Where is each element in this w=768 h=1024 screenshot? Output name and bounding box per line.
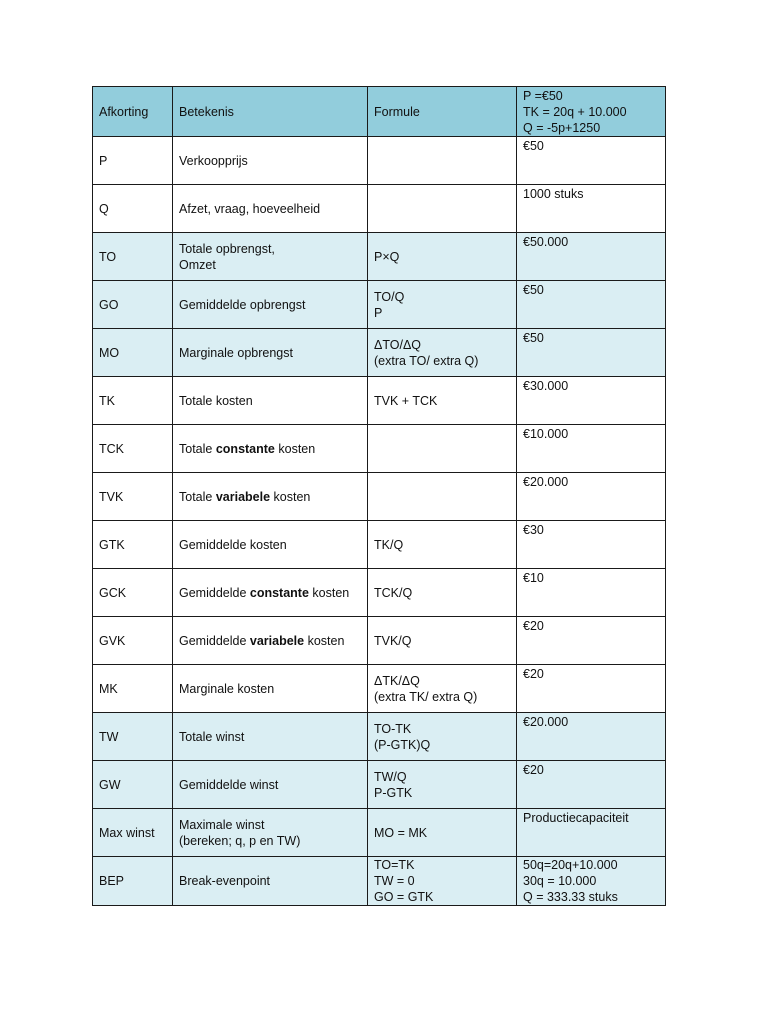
meaning-cell	[173, 377, 368, 425]
header-given-values	[517, 87, 666, 137]
formula-line: TK/Q	[374, 537, 404, 552]
formula-line: ΔTO/ΔQ	[374, 337, 422, 352]
value-line: €30.000	[523, 379, 569, 393]
formula-line: (P-GTK)Q	[374, 737, 431, 752]
meaning-line: Totale kosten	[179, 393, 253, 408]
formula-cell	[368, 521, 517, 569]
header-given-line: TK = 20q + 10.000	[523, 104, 627, 119]
abbreviation-cell: Q	[93, 185, 173, 233]
meaning-line	[179, 633, 361, 649]
value-line: €50	[523, 331, 544, 345]
meaning-cell	[173, 617, 368, 665]
meaning-cell	[173, 809, 368, 857]
formula-cell	[368, 809, 517, 857]
abbreviation-cell: MK	[93, 665, 173, 713]
table-row	[93, 521, 666, 569]
meaning-text: kosten	[308, 585, 350, 600]
value-cell	[517, 377, 666, 425]
value-cell	[517, 665, 666, 713]
value-cell	[517, 185, 666, 233]
abbreviation-cell: GVK	[93, 617, 173, 665]
abbreviation-cell: BEP	[93, 857, 173, 906]
meaning-line: Gemiddelde opbrengst	[179, 297, 306, 312]
value-line: €30	[523, 523, 544, 537]
formula-cell	[368, 761, 517, 809]
table-row	[93, 473, 666, 521]
formula-line: ΔTK/ΔQ	[374, 673, 420, 688]
table-row	[93, 713, 666, 761]
meaning-text: Totale	[179, 441, 216, 456]
value-line: €50	[523, 139, 544, 153]
table-row	[93, 809, 666, 857]
meaning-cell	[173, 281, 368, 329]
economics-table	[92, 86, 666, 906]
value-cell	[517, 809, 666, 857]
meaning-line: (bereken; q, p en TW)	[179, 833, 301, 848]
meaning-cell	[173, 233, 368, 281]
value-line: Q = 333.33 stuks	[523, 890, 618, 904]
meaning-cell	[173, 713, 368, 761]
value-cell	[517, 569, 666, 617]
table-row	[93, 233, 666, 281]
meaning-cell	[173, 569, 368, 617]
abbreviation-cell: TK	[93, 377, 173, 425]
value-cell	[517, 329, 666, 377]
value-line: €10.000	[523, 427, 569, 441]
meaning-text: Gemiddelde	[179, 633, 250, 648]
formula-line: (extra TO/ extra Q)	[374, 353, 479, 368]
abbreviation-cell: GW	[93, 761, 173, 809]
meaning-emphasis: constante	[215, 441, 275, 456]
table-row	[93, 281, 666, 329]
abbreviation-cell: Max winst	[93, 809, 173, 857]
meaning-line: Verkoopprijs	[179, 153, 248, 168]
value-cell	[517, 761, 666, 809]
formula-cell	[368, 233, 517, 281]
value-line: €20	[523, 667, 544, 681]
formula-line: TW/Q	[374, 769, 407, 784]
abbreviation-cell: TO	[93, 233, 173, 281]
abbreviation-cell: GTK	[93, 521, 173, 569]
meaning-line: Gemiddelde kosten	[179, 537, 287, 552]
value-line: €50.000	[523, 235, 569, 249]
meaning-emphasis: variabele	[215, 489, 271, 504]
table-row	[93, 377, 666, 425]
value-line: €20	[523, 619, 544, 633]
formula-line: TO=TK	[374, 858, 415, 872]
formula-cell	[368, 665, 517, 713]
table-row	[93, 569, 666, 617]
formula-line: TVK/Q	[374, 633, 412, 648]
value-line: €20	[523, 763, 544, 777]
meaning-text: kosten	[274, 441, 316, 456]
meaning-text: Gemiddelde	[179, 585, 250, 600]
value-cell	[517, 713, 666, 761]
value-line: 30q = 10.000	[523, 874, 597, 888]
value-cell	[517, 857, 666, 906]
meaning-text: kosten	[270, 489, 311, 504]
meaning-emphasis: constante	[249, 585, 309, 600]
meaning-cell	[173, 761, 368, 809]
header-row	[93, 87, 666, 137]
formula-cell	[368, 713, 517, 761]
meaning-text: Totale	[179, 489, 216, 504]
value-cell	[517, 617, 666, 665]
meaning-cell	[173, 137, 368, 185]
value-cell	[517, 137, 666, 185]
abbreviation-cell: GO	[93, 281, 173, 329]
value-line: €10	[523, 571, 544, 585]
formula-line: TO/Q	[374, 289, 405, 304]
table-row	[93, 665, 666, 713]
meaning-line: Omzet	[179, 257, 216, 272]
header-given-line: P =€50	[523, 88, 563, 103]
formula-cell	[368, 617, 517, 665]
formula-cell	[368, 137, 517, 185]
table-row	[93, 425, 666, 473]
formula-cell	[368, 473, 517, 521]
meaning-line: Break-evenpoint	[179, 874, 271, 888]
meaning-line: Totale winst	[179, 729, 245, 744]
header-abbreviation: Afkorting	[93, 87, 173, 137]
meaning-emphasis: variabele	[249, 633, 305, 648]
value-line: €20.000	[523, 475, 569, 489]
header-given-line: Q = -5p+1250	[523, 120, 601, 135]
meaning-line: Marginale kosten	[179, 681, 275, 696]
formula-cell	[368, 329, 517, 377]
meaning-cell	[173, 185, 368, 233]
formula-cell	[368, 857, 517, 906]
meaning-cell	[173, 665, 368, 713]
formula-line: P-GTK	[374, 785, 413, 800]
formula-cell	[368, 281, 517, 329]
value-cell	[517, 425, 666, 473]
value-line: 50q=20q+10.000	[523, 858, 618, 872]
formula-line: TO-TK	[374, 721, 412, 736]
table-row	[93, 185, 666, 233]
meaning-line: Gemiddelde winst	[179, 777, 279, 792]
abbreviation-cell: TCK	[93, 425, 173, 473]
meaning-line: Afzet, vraag, hoeveelheid	[179, 201, 321, 216]
meaning-cell	[173, 425, 368, 473]
formula-cell	[368, 425, 517, 473]
meaning-text: kosten	[304, 633, 345, 648]
value-cell	[517, 521, 666, 569]
meaning-cell	[173, 857, 368, 906]
value-line: €20.000	[523, 715, 569, 729]
formula-line: P×Q	[374, 249, 400, 264]
formula-line: TW = 0	[374, 874, 415, 888]
table-row	[93, 329, 666, 377]
meaning-line: Marginale opbrengst	[179, 345, 293, 360]
formula-line: (extra TK/ extra Q)	[374, 689, 478, 704]
value-line: Productiecapaciteit	[523, 811, 629, 825]
value-cell	[517, 473, 666, 521]
value-cell	[517, 233, 666, 281]
value-line: €50	[523, 283, 544, 297]
table-row	[93, 137, 666, 185]
formula-line: TVK + TCK	[374, 393, 438, 408]
abbreviation-cell: TW	[93, 713, 173, 761]
formula-cell	[368, 569, 517, 617]
abbreviation-cell: TVK	[93, 473, 173, 521]
meaning-line: Totale opbrengst,	[179, 241, 275, 256]
formula-line: MO = MK	[374, 825, 428, 840]
table-body	[93, 87, 666, 906]
header-formula: Formule	[368, 87, 517, 137]
formula-line: P	[374, 305, 383, 320]
meaning-cell	[173, 473, 368, 521]
value-cell	[517, 281, 666, 329]
header-meaning: Betekenis	[173, 87, 368, 137]
value-line: 1000 stuks	[523, 187, 584, 201]
table-row	[93, 761, 666, 809]
meaning-line	[179, 489, 361, 505]
meaning-cell	[173, 521, 368, 569]
meaning-line: Maximale winst	[179, 817, 265, 832]
formula-line: GO = GTK	[374, 890, 434, 904]
meaning-cell	[173, 329, 368, 377]
formula-cell	[368, 185, 517, 233]
meaning-line	[179, 585, 361, 601]
meaning-line	[179, 441, 361, 457]
formula-cell	[368, 377, 517, 425]
abbreviation-cell: P	[93, 137, 173, 185]
table-row	[93, 617, 666, 665]
formula-line: TCK/Q	[374, 585, 413, 600]
abbreviation-cell: GCK	[93, 569, 173, 617]
abbreviation-cell: MO	[93, 329, 173, 377]
table-row	[93, 857, 666, 906]
